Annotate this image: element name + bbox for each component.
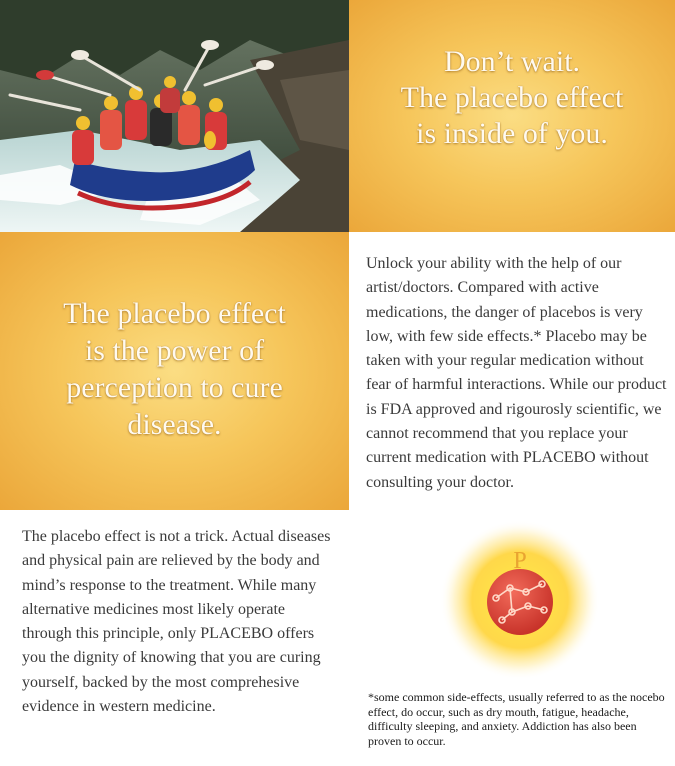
logo-letter: P <box>513 548 527 574</box>
left-headline <box>30 295 319 443</box>
headline-panel-left <box>0 232 349 510</box>
placebo-logo <box>440 520 600 680</box>
left-headline-line-3: perception to cure <box>66 371 283 404</box>
side-effects-footnote: *some common side-effects, usually referred to as the nocebo effect, do occur, such as dry mouth, fatigue, headache, difficulty sleeping, and anxiety. Addiction has also been proven to occur. <box>368 690 665 748</box>
logo-sphere <box>487 569 553 635</box>
left-paragraph: The placebo effect is not a trick. Actual diseases and physical pain are relieved by the body and mind’s response to the treatment. While many alternative medicines most likely operate through this principle, only PLACEBO offers you the dignity of knowing that you are curing yourself, backed by the most comprehesive evidence in western medicine. <box>22 528 331 716</box>
left-headline-line-1: The placebo effect <box>63 297 286 330</box>
top-headline-line-2: The placebo effect <box>400 81 624 114</box>
top-headline-line-3: is inside of you. <box>416 117 608 150</box>
top-headline-line-1: Don’t wait. <box>443 45 581 78</box>
left-headline-line-4: disease. <box>127 408 222 441</box>
rafting-photo <box>0 0 349 232</box>
headline-panel-top <box>349 0 675 232</box>
left-headline-line-2: is the power of <box>84 334 265 367</box>
right-paragraph: Unlock your ability with the help of our artist/doctors. Compared with active medications, the danger of placebos is very low, with few side effects.* Placebo may be taken with your regular medication without fear of harmful interactions. While our product is FDA approved and rigourosly scientific, we cannot recommend that you replace your current medication with PLACEBO without consulting your doctor. <box>366 255 667 491</box>
top-headline <box>349 44 675 152</box>
